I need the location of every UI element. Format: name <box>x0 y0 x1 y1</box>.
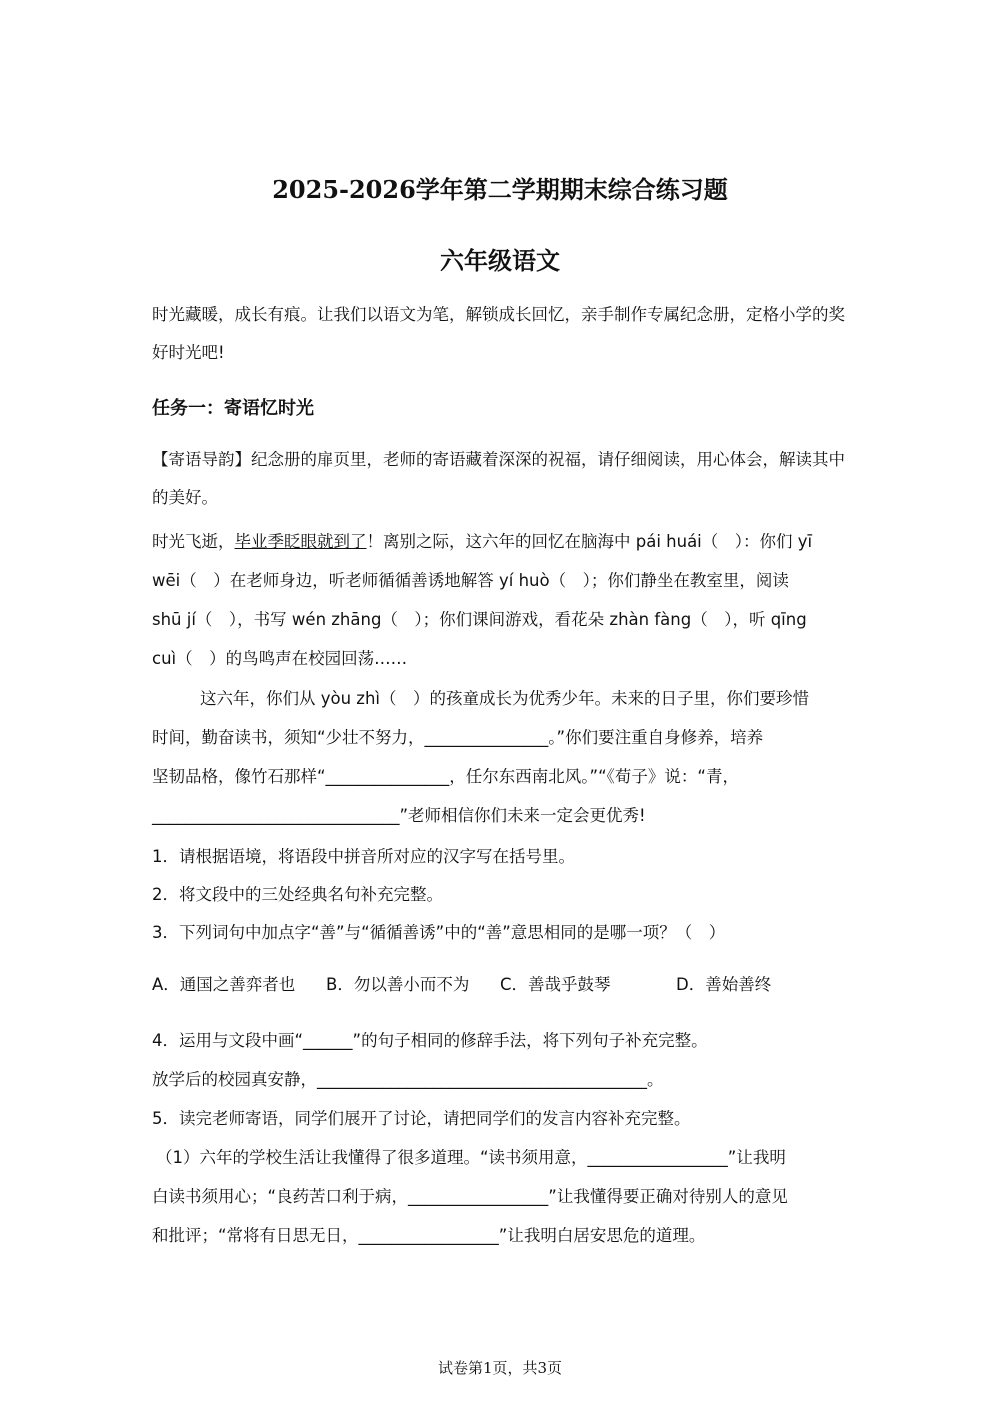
question-3: 3．下列词句中加点字“善”与“循循善诱”中的“善”意思相同的是哪一项？（ ） <box>152 923 726 942</box>
passage-line-2: wēi（ ）在老师身边，听老师循循善诱地解答 yí huò（ ）；你们静坐在教室里，阅读 <box>152 571 789 590</box>
option-c: C．善哉乎鼓琴 <box>500 975 611 994</box>
passage-line-7: 坚韧品格，像竹石那样“_______________，任尔东西南北风。”“《荀子》说：“青， <box>152 767 739 786</box>
intro-paragraph: 时光藏暖，成长有痕。让我们以语文为笔，解锁成长回忆，亲手制作专属纪念册，定格小学的奖好时光吧! <box>152 305 845 362</box>
guide-paragraph: 【寄语导韵】纪念册的扉页里，老师的寄语藏着深深的祝福，请仔细阅读，用心体会，解读其中的美好。 <box>152 450 845 507</box>
exam-subtitle: 六年级语文 <box>440 246 560 275</box>
passage-text: ！离别之际，这六年的回忆在脑海中 pái huái（ ）：你们 yī <box>366 532 813 551</box>
question-2: 2．将文段中的三处经典名句补充完整。 <box>152 885 443 904</box>
page-footer: 试卷第1页，共3页 <box>437 1359 563 1377</box>
exam-title: 2025-2026学年第二学期期末综合练习题 <box>272 175 728 204</box>
question-5: 5．读完老师寄语，同学们展开了讨论，请把同学们的发言内容补充完整。 <box>152 1109 691 1128</box>
question-5-1-line-1: （1）六年的学校生活让我懂得了很多道理。“读书须用意，_________________”让我明 <box>156 1148 786 1167</box>
passage-line-3: shū jí（ ），书写 wén zhāng（ ）；你们课间游戏，看花朵 zhàn fàng（ ），听 qīng <box>152 610 807 629</box>
passage-line-8: ______________________________”老师相信你们未来一定会更优秀! <box>152 806 646 825</box>
passage-line-6: 时间，勤奋读书，须知“少壮不努力，_______________。”你们要注重自身修养，培养 <box>152 728 764 747</box>
passage-line-5: 这六年，你们从 yòu zhì（ ）的孩童成长为优秀少年。未来的日子里，你们要珍惜 <box>200 689 810 708</box>
task-heading: 任务一：寄语忆时光 <box>152 398 314 419</box>
question-5-1-line-2: 白读书须用心；“良药苦口利于病，_________________”让我懂得要正确对待别人的意见 <box>152 1187 788 1206</box>
option-d: D．善始善终 <box>676 975 772 994</box>
question-4-blank: 放学后的校园真安静，________________________________________。 <box>152 1070 664 1089</box>
passage-line-1 <box>152 528 857 552</box>
question-4: 4．运用与文段中画“______”的句子相同的修辞手法，将下列句子补充完整。 <box>152 1031 708 1050</box>
underlined-sentence: 毕业季眨眼就到了 <box>234 532 367 551</box>
question-1: 1．请根据语境，将语段中拼音所对应的汉字写在括号里。 <box>152 847 575 866</box>
option-a: A．通国之善弈者也 <box>152 975 296 994</box>
passage-text: 时光飞逝， <box>152 532 235 551</box>
question-5-1-line-3: 和批评；“常将有日思无日，_________________”让我明白居安思危的道理。 <box>152 1226 706 1245</box>
option-b: B．勿以善小而不为 <box>326 975 470 994</box>
passage-line-4: cuì（ ）的鸟鸣声在校园回荡…… <box>152 649 408 668</box>
